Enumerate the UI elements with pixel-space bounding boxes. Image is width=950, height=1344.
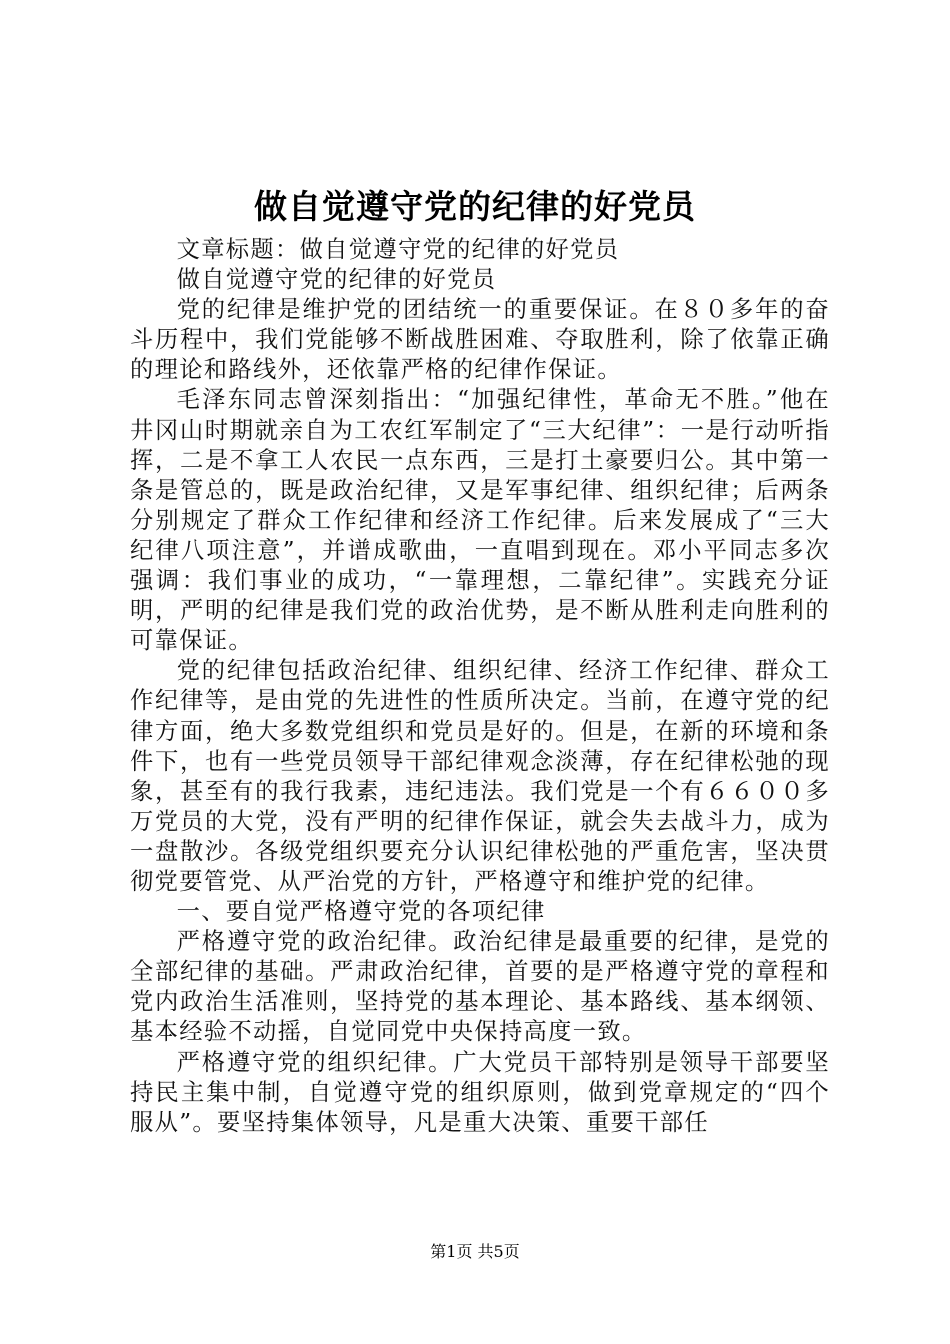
document-title: 做自觉遵守党的纪律的好党员 [254, 187, 696, 226]
paragraph: 严格遵守党的政治纪律。政治纪律是最重要的纪律，是党的全部纪律的基础。严肃政治纪律，首要的是严格遵守党的章程和党内政治生活准则，坚持党的基本理论、基本路线、基本纲领、基本经验不动摇，自觉同党中央保持高度一致。 [130, 928, 830, 1046]
paragraph: 党的纪律包括政治纪律、组织纪律、经济工作纪律、群众工作纪律等，是由党的先进性的性质所决定。当前，在遵守党的纪律方面，绝大多数党组织和党员是好的。但是，在新的环境和条件下，也有一些党员领导干部纪律观念淡薄，存在纪律松弛的现象，甚至有的我行我素，违纪违法。我们党是一个有６６００多万党员的大党，没有严明的纪律作保证，就会失去战斗力，成为一盘散沙。各级党组织要充分认识纪律松弛的严重危害，坚决贯彻党要管党、从严治党的方针，严格遵守和维护党的纪律。 [130, 657, 830, 895]
paragraph: 党的纪律是维护党的团结统一的重要保证。在８０多年的奋斗历程中，我们党能够不断战胜困难、夺取胜利，除了依靠正确的理论和路线外，还依靠严格的纪律作保证。 [130, 296, 830, 384]
paragraph: 毛泽东同志曾深刻指出：“加强纪律性，革命无不胜。”他在井冈山时期就亲自为工农红军制定了“三大纪律”：一是行动听指挥，二是不拿工人农民一点东西，三是打土豪要归公。其中第一条是管总的，既是政治纪律，又是军事纪律、组织纪律；后两条分别规定了群众工作纪律和经济工作纪律。后来发展成了“三大纪律八项注意”，并谱成歌曲，一直唱到现在。邓小平同志多次强调：我们事业的成功，“一靠理想，二靠纪律”。实践充分证明，严明的纪律是我们党的政治优势，是不断从胜利走向胜利的可靠保证。 [130, 386, 830, 655]
section-heading: 一、要自觉严格遵守党的各项纪律 [176, 898, 546, 926]
article-title-line: 文章标题：做自觉遵守党的纪律的好党员 [176, 236, 620, 263]
page-number: 第1页 共5页 [430, 1242, 520, 1261]
paragraph: 严格遵守党的组织纪律。广大党员干部特别是领导干部要坚持民主集中制，自觉遵守党的组织原则，做到党章规定的“四个服从”。要坚持集体领导，凡是重大决策、重要干部任 [130, 1048, 830, 1136]
subtitle-line: 做自觉遵守党的纪律的好党员 [176, 266, 497, 294]
document-body [130, 235, 830, 1138]
